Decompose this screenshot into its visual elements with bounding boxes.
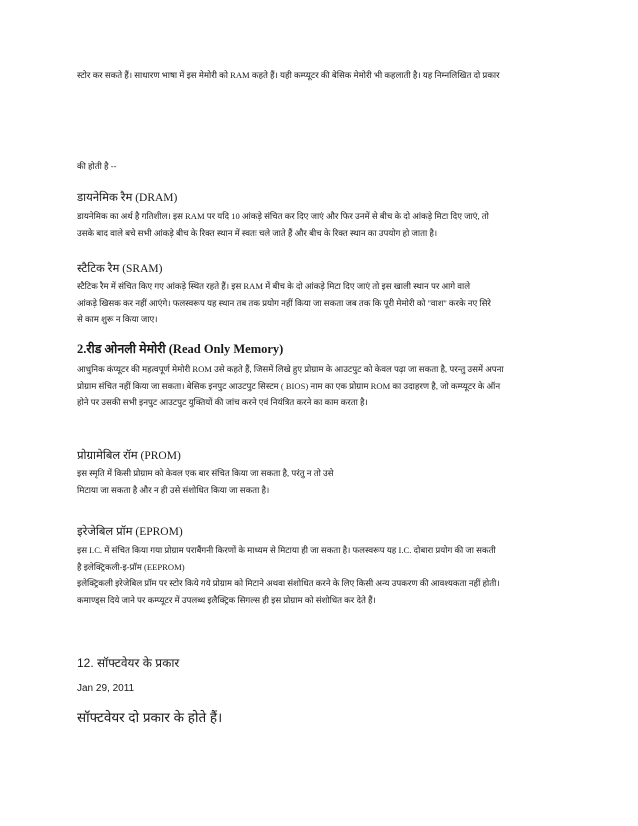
sram-heading: स्टैटिक रैम (SRAM) bbox=[77, 263, 163, 275]
text-line: डायनेमिक का अर्थ है गतिशील। इस RAM पर यदि 10 आंकड़े संचित कर दिए जाएं और फिर उनमें से बीच के दो आंकड़े मिटा दिए जाएं, तो bbox=[77, 211, 489, 221]
dram-heading: डायनेमिक रैम (DRAM) bbox=[77, 192, 178, 204]
eprom-paragraph bbox=[77, 542, 561, 608]
rom-heading: 2.रीड ओनली मेमोरी (Read Only Memory) bbox=[77, 342, 284, 356]
text-line: से काम शुरू न किया जाए। bbox=[77, 314, 158, 324]
text-line: आधुनिक कंप्यूटर की महत्वपूर्ण मेमोरी ROM उसे कहते हैं, जिसमें लिखे हुए प्रोग्राम के आउटपुट को केवल पढ़ा जा सकता है, परन्तु उसमें अपना bbox=[77, 364, 504, 374]
text-line: मिटाया जा सकता है और न ही उसे संशोधित किया जा सकता है। bbox=[77, 484, 270, 495]
text-line: इस स्मृति में किसी प्रोग्राम को केवल एक बार संचित किया जा सकता है, परंतु न तो उसे bbox=[77, 468, 334, 478]
dram-paragraph bbox=[77, 208, 561, 241]
text-line: की होती है -- bbox=[77, 161, 117, 171]
text-line: स्टोर कर सकते हैं। साधारण भाषा में इस मेमोरी को RAM कहते हैं। यही कम्प्यूटर की बेसिक मेमोरी भी कहलाती है। यह निम्नलिखित दो प्रकार bbox=[77, 70, 500, 80]
section-heading: 12. सॉफ्टवेयर के प्रकार bbox=[77, 656, 180, 670]
text-line: इस I.C. में संचित किया गया प्रोग्राम पराबैंगनी किरणों के माध्यम से मिटाया ही जा सकता है। फलस्वरूप यह I.C. दोबारा प्रयोग की जा सकती bbox=[77, 545, 496, 555]
text-line: उसके बाद वाले बचे सभी आंकड़े बीच के रिक्त स्थान में स्वतः चले जाते हैं और बीच के रिक्त स्थान का उपयोग हो जाता है। bbox=[77, 227, 438, 238]
text-line: स्टैटिक रैम में संचित किए गए आंकड़े स्थित रहते हैं। इस RAM में बीच के दो आंकड़े मिटा दिए जाएं तो इस खाली स्थान पर आगे वाले bbox=[77, 281, 471, 291]
prom-paragraph bbox=[77, 465, 561, 498]
text-line: कमाण्ड्स दिये जाने पर कम्प्यूटर में उपलब्ध इलैक्ट्रिक सिगल्स ही इस प्रोग्राम को संशोधित कर देते हैं। bbox=[77, 594, 376, 605]
intro-paragraph bbox=[77, 67, 561, 84]
intro-continuation bbox=[77, 158, 561, 175]
post-date: Jan 29, 2011 bbox=[77, 683, 135, 694]
eprom-heading: इरेजेबिल प्रॉम (EPROM) bbox=[77, 526, 183, 538]
prom-heading: प्रोग्रामेबिल रॉम (PROM) bbox=[77, 450, 181, 462]
text-line: इलेक्ट्रिकली इरेजेबिल प्रॉम पर स्टोर किये गये प्रोग्राम को मिटाने अथवा संशोधित करने के लिए किसी अन्य उपकरण की आवश्यकता नहीं होती। bbox=[77, 578, 500, 588]
rom-paragraph bbox=[77, 361, 561, 411]
sram-paragraph bbox=[77, 278, 561, 328]
text-line: आंकड़े खिसक कर नहीं आएंगे। फलस्वरूप यह स्थान तब तक प्रयोग नहीं किया जा सकता जब तक कि पूरी मेमोरी को ''वाश'' करके नए सिरे bbox=[77, 297, 491, 308]
section-subheading: सॉफ्टवेयर दो प्रकार के होते हैं। bbox=[77, 710, 223, 725]
text-line: प्रोग्राम संचित नहीं किया जा सकता। बेसिक इनपुट आउटपुट सिस्टम ( BIOS) नाम का एक प्रोग्राम ROM का उदाहरण है, जो कम्प्यूटर के ऑन bbox=[77, 380, 501, 391]
text-line: होने पर उसकी सभी इनपुट आउटपुट युक्तियों की जांच करने एवं नियंत्रित करने का काम करता है। bbox=[77, 397, 368, 407]
text-line: है इलेक्ट्रिकली-इ-प्रॉम (EEPROM) bbox=[77, 561, 185, 572]
